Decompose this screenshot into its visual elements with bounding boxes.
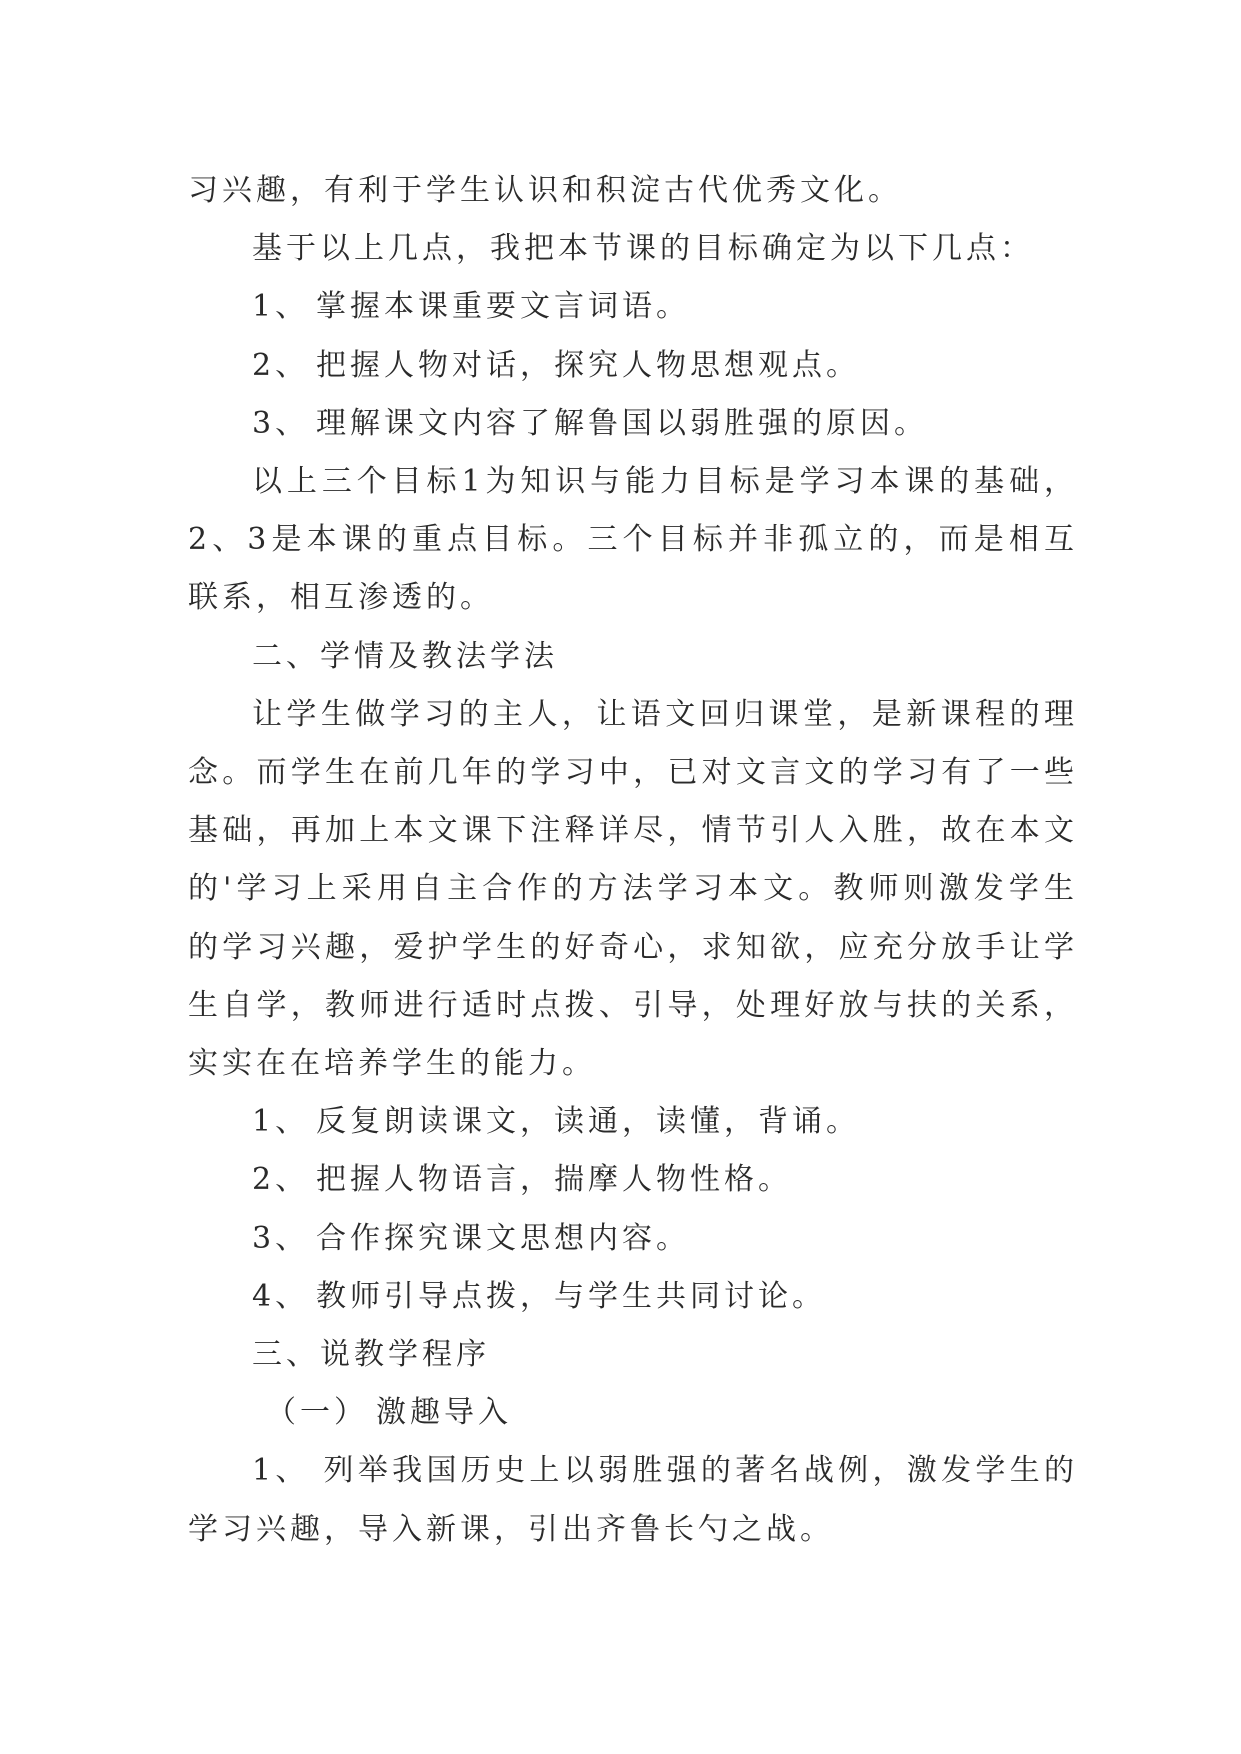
list-text: 把握人物对话，探究人物思想观点。 xyxy=(316,347,860,383)
goal-item-2 xyxy=(188,337,1078,395)
list-text: 反复朗读课文，读通，读懂，背诵。 xyxy=(316,1104,860,1140)
list-number: 1、 xyxy=(252,289,310,325)
goal-item-3 xyxy=(188,395,1078,453)
list-number: 1、 xyxy=(252,1104,310,1140)
list-number: 3、 xyxy=(252,405,310,441)
list-text: 掌握本课重要文言词语。 xyxy=(316,289,690,325)
method-item-1 xyxy=(188,1093,1078,1151)
subsection-title: 激趣导入 xyxy=(376,1395,512,1431)
list-number: 3、 xyxy=(252,1220,310,1256)
section-heading-2: 二、学情及教法学法 xyxy=(252,638,558,674)
paragraph-continuation: 习兴趣，有利于学生认识和积淀古代优秀文化。 xyxy=(188,173,902,208)
list-number: 2、 xyxy=(252,1162,310,1198)
subsection-heading-1 xyxy=(188,1384,1078,1442)
subsection-number: （一） xyxy=(266,1395,368,1431)
goal-item-1 xyxy=(188,278,1078,336)
paragraph-goals-intro: 基于以上几点，我把本节课的目标确定为以下几点： xyxy=(252,231,1034,267)
paragraph-learning-method: 让学生做学习的主人，让语文回归课堂，是新课程的理念。而学生在前几年的学习中，已对文言文的学习有了一些基础，再加上本文课下注释详尽，情节引人入胜，故在本文的'学习上采用自主合作的方法学习本文。教师则激发学生的学习兴趣，爱护学生的好奇心，求知欲，应充分放手让学生自学，教师进行适时点拨、引导，处理好放与扶的关系，实实在在培养学生的能力。 xyxy=(188,696,1078,1082)
list-number: 2、 xyxy=(252,347,310,383)
method-item-4 xyxy=(188,1268,1078,1326)
list-text: 合作探究课文思想内容。 xyxy=(316,1220,690,1256)
paragraph-goals-summary: 以上三个目标1为知识与能力目标是学习本课的基础，2、3是本课的重点目标。三个目标并非孤立的，而是相互联系，相互渗透的。 xyxy=(188,464,1078,616)
list-text: 教师引导点拨，与学生共同讨论。 xyxy=(316,1278,826,1314)
list-text: 理解课文内容了解鲁国以弱胜强的原因。 xyxy=(316,405,928,441)
section-heading-3: 三、说教学程序 xyxy=(252,1337,490,1373)
list-number: 4、 xyxy=(252,1278,310,1314)
document-body xyxy=(188,162,1078,1559)
list-text: 把握人物语言，揣摩人物性格。 xyxy=(316,1162,792,1198)
method-item-2 xyxy=(188,1151,1078,1209)
method-item-3 xyxy=(188,1210,1078,1268)
paragraph-intro-step-1: 1、 列举我国历史上以弱胜强的著名战例，激发学生的学习兴趣，导入新课，引出齐鲁长勺之战。 xyxy=(188,1453,1078,1547)
